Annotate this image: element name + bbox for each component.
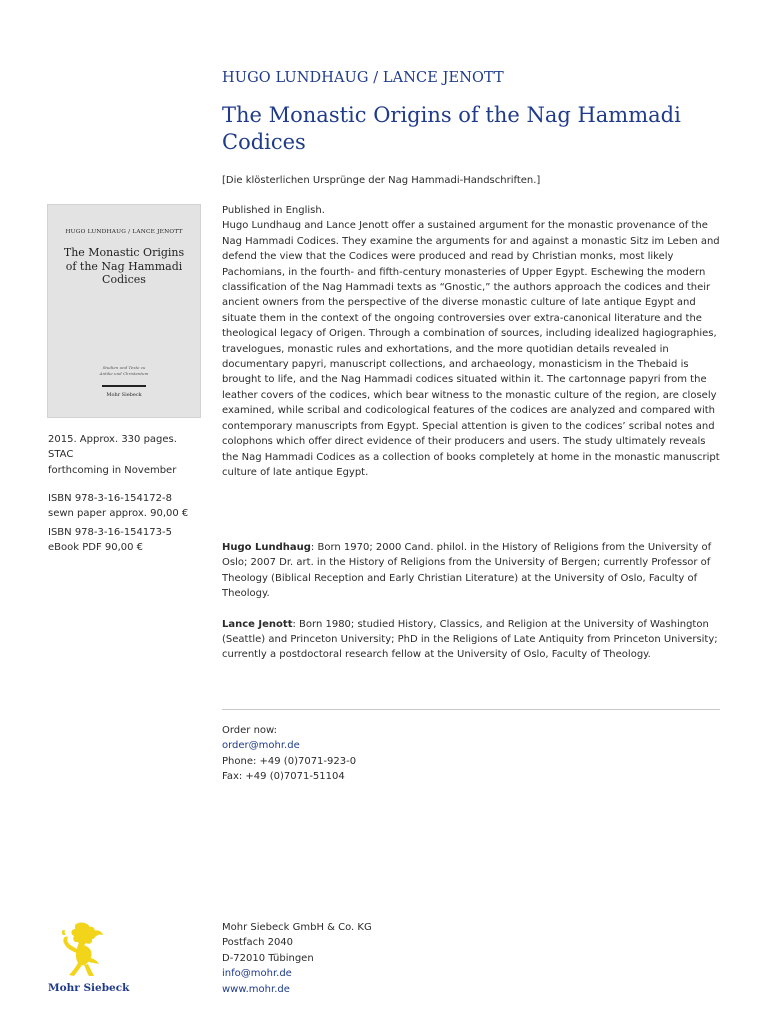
description-body: Hugo Lundhaug and Lance Jenott offer a sustained argument for the monastic provenance of the Nag Hammadi Codices. They examine the arguments for and against a monastic Sitz im Leben and defend the view that the Codices were produced and read by Christian monks, most likely Pachomians, in the fourth- and fifth-century monasteries of Upper Egypt. Eschewing the modern classification of the Nag Hammadi texts as “Gnostic,” the authors approach the codices and their ancient owners from the perspective of the diverse monastic culture of late antique Egypt and situate them in the context of the ongoing controversies over extra-canonical literature and the theological legacy of Origen. Through a combination of sources, including idealized hagiographies, travelogues, monastic rules and exhortations, and the more quotidian details revealed in documentary papyri, manuscript collections, and archaeology, monasticism in the Thebaid is brought to life, and the Nag Hammadi codices situated within it. The cartonnage papyri from the leather covers of the codices, which bear witness to the monastic culture of the region, are closely examined, while scribal and codicological features of the codices are analyzed and compared with contemporary manuscripts from Egypt. Special attention is given to the codices’ scribal notes and colophons which offer direct evidence of their producers and users. The study ultimately reveals the Nag Hammadi Codices as a collection of books completely at home in the monastic manuscript culture of late antique Egypt.	[222, 220, 720, 478]
cover-rule	[102, 385, 146, 387]
order-info	[222, 723, 356, 785]
logo-text: Mohr Siebeck	[48, 982, 130, 994]
company-name: Mohr Siebeck GmbH & Co. KG	[222, 922, 372, 933]
publication-details	[48, 432, 208, 478]
publisher-address	[222, 920, 372, 997]
order-label: Order now:	[222, 725, 278, 736]
heraldic-lion-icon	[57, 921, 105, 979]
german-title: [Die klösterlichen Ursprünge der Nag Hammadi-Handschriften.]	[222, 175, 541, 186]
cover-title-line: Codices	[102, 273, 146, 286]
book-title: The Monastic Origins of the Nag Hammadi Codices	[222, 103, 681, 154]
website-link[interactable]: www.mohr.de	[222, 983, 290, 995]
bio-lundhaug	[222, 540, 722, 602]
bio-name: Hugo Lundhaug	[222, 542, 311, 553]
cover-title-line: of the Nag Hammadi	[65, 259, 183, 273]
ebook-format-price: eBook PDF 90,00 €	[48, 542, 144, 554]
print-format-price: sewn paper approx. 90,00 €	[48, 508, 189, 520]
order-fax: Fax: +49 (0)7071-51104	[222, 771, 345, 783]
cover-authors: HUGO LUNDHAUG / LANCE JENOTT	[65, 229, 183, 235]
year-pages: 2015. Approx. 330 pages.	[48, 434, 177, 445]
cover-title-line: The Monastic Origins	[63, 246, 185, 259]
cover-series-line: Antike und Christentum	[99, 370, 149, 376]
bio-text: : Born 1970; 2000 Cand. philol. in the History of Religions from the University of Oslo; 2007 Dr. art. in the History of Religions from the University of Bergen; currently Professor of Theology (Biblical Reception and Early Christian Literature) at the University of Oslo, Faculty of Theology.	[222, 542, 712, 600]
authors-heading: HUGO LUNDHAUG / LANCE JENOTT	[222, 70, 504, 86]
cover-title	[56, 246, 192, 287]
info-email-link[interactable]: info@mohr.de	[222, 968, 292, 980]
availability: forthcoming in November	[48, 464, 177, 476]
isbn-ebook: ISBN 978-3-16-154173-5	[48, 527, 172, 538]
series-abbrev: STAC	[48, 449, 74, 461]
isbn-ebook-block	[48, 525, 172, 556]
postbox: Postfach 2040	[222, 937, 294, 949]
isbn-print-block	[48, 491, 188, 522]
order-email-link[interactable]: order@mohr.de	[222, 740, 300, 752]
published-in: Published in English.	[222, 205, 325, 216]
cover-publisher: Mohr Siebeck	[106, 392, 142, 398]
city: D-72010 Tübingen	[222, 952, 314, 964]
author-bios	[222, 540, 722, 678]
bio-name: Lance Jenott	[222, 618, 293, 630]
cover-series-line: Studien und Texte zu	[102, 365, 146, 370]
order-phone: Phone: +49 (0)7071-923-0	[222, 755, 357, 767]
book-description	[222, 203, 722, 480]
cover-series	[68, 365, 180, 376]
book-cover	[48, 205, 200, 417]
isbn-print: ISBN 978-3-16-154172-8	[48, 493, 172, 504]
divider	[222, 709, 720, 710]
bio-text: : Born 1980; studied History, Classics, and Religion at the University of Washington (Seattle) and Princeton University; PhD in the Religions of Late Antiquity from Princeton University; currently a postdoctoral research fellow at the University of Oslo, Faculty of Theology.	[222, 618, 718, 661]
publisher-logo	[48, 921, 128, 1001]
bio-jenott	[222, 617, 722, 663]
